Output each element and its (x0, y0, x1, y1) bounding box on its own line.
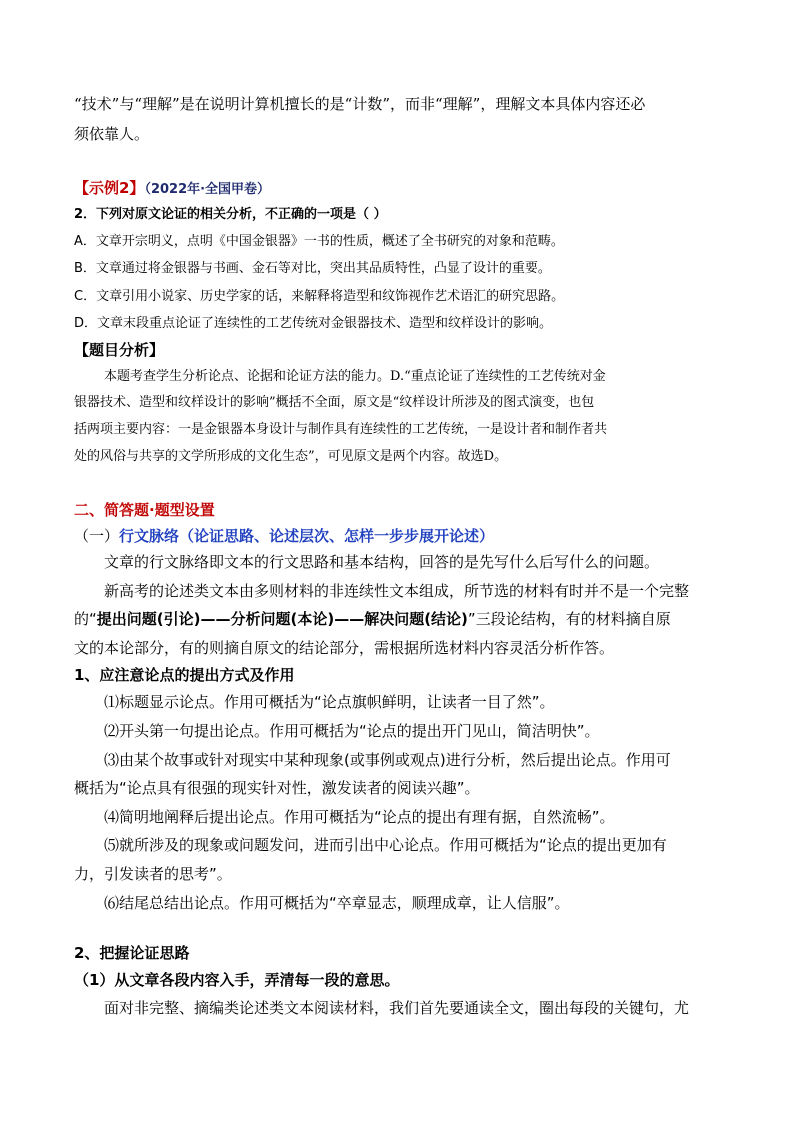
point-2-subheading (74, 968, 399, 992)
paragraph-2-line-3: 文的本论部分，有的则摘自原文的结论部分，需根据所选材料内容灵活分析作答。 (74, 639, 615, 657)
question-stem: 2．下列对原文论证的相关分析，不正确的一项是（ ） (74, 207, 387, 222)
option-d: D．文章末段重点论证了连续性的工艺传统对金银器技术、造型和纹样设计的影响。 (74, 316, 553, 331)
subsection-title: 行文脉络（论证思路、论述层次、怎样一步步展开论述） (119, 527, 495, 545)
analysis-line-2: 银器技术、造型和纹样设计的影响”概括不全面，原文是“纹样设计所涉及的图式演变，也包 (74, 395, 595, 410)
option-c: C．文章引用小说家、历史学家的话，来解释将造型和纹饰视作艺术语汇的研究思路。 (74, 289, 565, 304)
paragraph-2-post: ”三段论结构，有的材料摘自原 (467, 610, 671, 628)
subsection-prefix: （一） (74, 527, 120, 545)
analysis-heading: 【题目分析】 (74, 341, 165, 359)
option-a: A．文章开宗明义，点明《中国金银器》一书的性质，概述了全书研究的对象和范畴。 (74, 234, 564, 249)
section-heading: 二、简答题·题型设置 (74, 501, 215, 519)
point-1-item-6: ⑹结尾总结出论点。作用可概括为“卒章显志，顺理成章，让人信服”。 (104, 894, 570, 912)
paragraph-2-line-2 (74, 607, 671, 631)
example-source: （2022年·全国甲卷） (144, 182, 271, 197)
three-part-structure: 提出问题(引论)——分析问题(本论)——解决问题(结论) (96, 610, 468, 628)
point-1-item-5-cont: 力，引发读者的思考”。 (74, 865, 232, 883)
point-1-item-1: ⑴标题显示论点。作用可概括为“论点旗帜鲜明，让读者一目了然”。 (104, 693, 555, 711)
analysis-line-4: 处的风俗与共享的文学所形成的文化生态”，可见原文是两个内容。故选D。 (74, 449, 508, 464)
option-b: B．文章通过将金银器与书画、金石等对比，突出其品质特性，凸显了设计的重要。 (74, 261, 551, 276)
intro-line-2: 须依靠人。 (74, 125, 150, 143)
intro-line-1: “技术”与“理解”是在说明计算机擅长的是“计数”，而非“理解”，理解文本具体内容还必 (74, 95, 646, 113)
point-1-heading: 1、应注意论点的提出方式及作用 (74, 666, 295, 684)
subsection-heading (74, 524, 494, 548)
point-2-paragraph: 面对非完整、摘编类论述类文本阅读材料，我们首先要通读全文，圈出每段的关键句，尤 (104, 999, 690, 1017)
point-1-item-2: ⑵开头第一句提出论点。作用可概括为“论点的提出开门见山，简洁明快”。 (104, 722, 600, 740)
analysis-line-1: 本题考查学生分析论点、论据和论证方法的能力。D.“重点论证了连续性的工艺传统对金 (104, 369, 606, 384)
point-1-item-5: ⑸就所涉及的现象或问题发问，进而引出中心论点。作用可概括为“论点的提出更加有 (104, 836, 667, 854)
paragraph-2-line-1: 新高考的论述类文本由多则材料的非连续性文本组成，所节选的材料有时并不是一个完整 (104, 582, 690, 600)
point-2-subheading-text: （1）从文章各段内容入手，弄清每一段的意思。 (74, 971, 400, 989)
paragraph-2-pre: 的“ (74, 610, 97, 628)
point-1-item-3: ⑶由某个故事或针对现实中某种现象(或事例或观点)进行分析，然后提出论点。作用可 (104, 751, 671, 769)
example-tag: 【示例2】 (74, 179, 145, 197)
example-header (74, 176, 270, 202)
point-2-heading: 2、把握论证思路 (74, 944, 190, 962)
paragraph-1: 文章的行文脉络即文本的行文思路和基本结构，回答的是先写什么后写什么的问题。 (104, 553, 660, 571)
analysis-line-3: 括两项主要内容：一是金银器本身设计与制作具有连续性的工艺传统，一是设计者和制作者共 (74, 422, 608, 437)
point-1-item-3-cont: 概括为“论点具有很强的现实针对性，激发读者的阅读兴趣”。 (74, 779, 480, 797)
point-1-item-4: ⑷简明地阐释后提出论点。作用可概括为“论点的提出有理有据，自然流畅”。 (104, 808, 615, 826)
